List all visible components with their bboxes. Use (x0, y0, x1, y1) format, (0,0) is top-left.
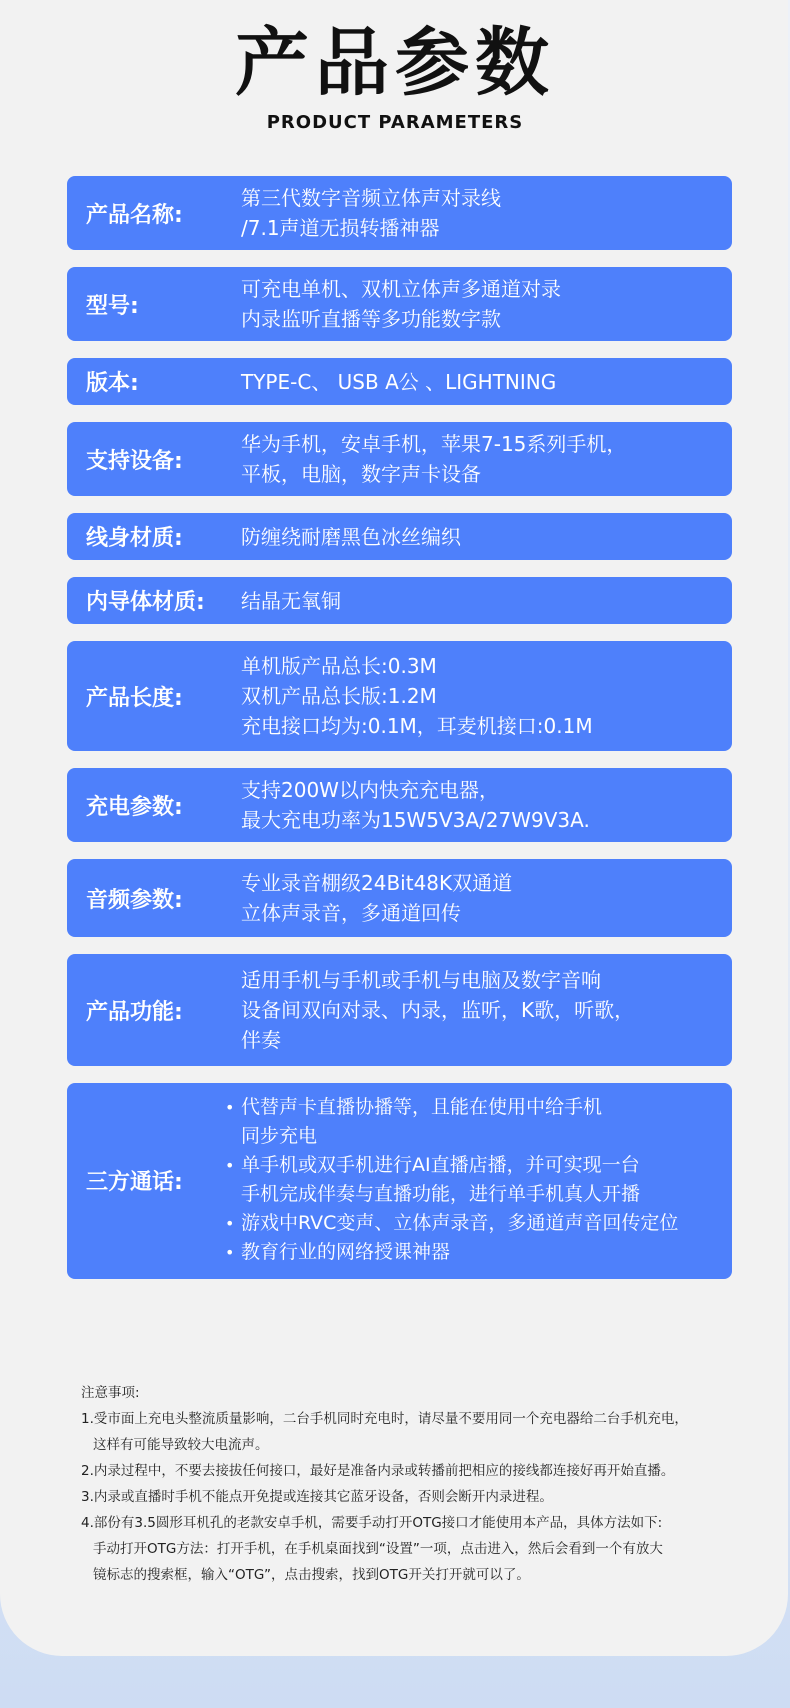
note-line: 2.内录过程中，不要去接拔任何接口，最好是准备内录或转播前把相应的接线都连接好再开始直播。 (81, 1463, 675, 1479)
param-label: 产品长度: (86, 685, 183, 711)
param-value-line: 第三代数字音频立体声对录线 (241, 186, 501, 210)
param-row (67, 267, 732, 341)
param-label: 型号: (86, 293, 139, 319)
bullet-dot-icon: • (225, 1243, 235, 1262)
param-value-line: 适用手机与手机或手机与电脑及数字音响 (241, 968, 601, 992)
page-subtitle: PRODUCT PARAMETERS (266, 112, 524, 133)
param-label: 内导体材质: (86, 590, 205, 615)
param-label: 三方通话: (86, 1169, 183, 1195)
param-row (67, 422, 732, 496)
param-value-line: 华为手机，安卓手机，苹果7-15系列手机， (241, 432, 627, 456)
note-line: 这样有可能导致较大电流声。 (93, 1437, 269, 1453)
param-value-line: 充电接口均为:0.1M，耳麦机接口:0.1M (241, 714, 593, 738)
bullet-line: 同步充电 (241, 1125, 318, 1147)
param-label: 产品名称: (86, 202, 183, 228)
param-row (67, 577, 732, 624)
bullet-line: 单手机或双手机进行AI直播店播，并可实现一台 (241, 1154, 640, 1176)
note-line: 手动打开OTG方法：打开手机，在手机桌面找到“设置”一项，点击进入，然后会看到一个有放大 (93, 1541, 663, 1557)
param-row (67, 641, 732, 751)
param-value (241, 651, 732, 741)
bullet-line: 教育行业的网络授课神器 (241, 1241, 451, 1263)
param-value-line: 立体声录音，多通道回传 (241, 901, 461, 925)
bullet-item (225, 1093, 718, 1151)
param-value-line: 可充电单机、双机立体声多通道对录 (241, 277, 561, 301)
param-value (241, 868, 732, 928)
bullet-dot-icon: • (225, 1214, 235, 1233)
param-row-three-way (67, 1083, 732, 1279)
param-value-line: 平板，电脑，数字声卡设备 (241, 462, 481, 486)
param-value-line: 支持200W以内快充充电器， (241, 778, 499, 802)
bullet-dot-icon: • (225, 1156, 235, 1175)
note-line: 3.内录或直播时手机不能点开免提或连接其它蓝牙设备，否则会断开内录进程。 (81, 1489, 553, 1505)
param-value-line: 专业录音棚级24Bit48K双通道 (241, 871, 513, 895)
param-value (241, 522, 732, 552)
param-value (241, 274, 732, 334)
notes-section (81, 1380, 741, 1588)
param-label: 支持设备: (86, 448, 183, 474)
param-row (67, 768, 732, 842)
param-label: 充电参数: (86, 794, 183, 820)
param-value-line: 最大充电功率为15W5V3A/27W9V3A. (241, 808, 590, 832)
parameter-list (67, 176, 732, 1296)
param-row (67, 513, 732, 560)
param-value-line: 双机产品总长版:1.2M (241, 684, 437, 708)
bullet-item (225, 1151, 718, 1209)
param-value (225, 1093, 732, 1267)
param-value-line: 设备间双向对录、内录，监听，K歌，听歌， (241, 998, 635, 1022)
param-value-line: TYPE-C、 USB A公 、LIGHTNING (241, 369, 557, 394)
bullet-line: 手机完成伴奏与直播功能，进行单手机真人开播 (241, 1183, 641, 1205)
param-value-line: 单机版产品总长:0.3M (241, 654, 437, 678)
param-row (67, 954, 732, 1066)
page-title: 产品参数 (235, 20, 555, 106)
param-value (241, 429, 732, 489)
param-value (241, 775, 732, 835)
param-label: 音频参数: (86, 887, 183, 913)
param-row (67, 358, 732, 405)
param-label: 线身材质: (86, 526, 183, 551)
param-label: 版本: (86, 371, 139, 396)
bullet-line: 代替声卡直播协播等，且能在使用中给手机 (241, 1096, 603, 1118)
note-line: 1.受市面上充电头整流质量影响，二台手机同时充电时，请尽量不要用同一个充电器给二台手机充电， (81, 1411, 688, 1427)
param-value-line: /7.1声道无损转播神器 (241, 216, 440, 240)
param-value-line: 结晶无氧铜 (241, 588, 341, 613)
param-value (241, 965, 732, 1055)
param-label: 产品功能: (86, 999, 183, 1025)
bullet-item (225, 1209, 718, 1238)
param-row (67, 859, 732, 937)
param-value (241, 367, 732, 397)
bullet-item (225, 1238, 718, 1267)
bullet-line: 游戏中RVC变声、立体声录音，多通道声音回传定位 (241, 1212, 679, 1234)
note-line: 4.部份有3.5圆形耳机孔的老款安卓手机，需要手动打开OTG接口才能使用本产品，具体方法如下: (81, 1515, 663, 1531)
param-value (241, 586, 732, 616)
notes-title: 注意事项: (81, 1385, 140, 1401)
param-value-line: 伴奏 (241, 1028, 281, 1052)
bullet-list (225, 1093, 718, 1267)
note-line: 镜标志的搜索框，输入“OTG”，点击搜索，找到OTG开关打开就可以了。 (93, 1567, 530, 1583)
notes-body (81, 1406, 741, 1588)
param-value (241, 183, 732, 243)
param-value-line: 内录监听直播等多功能数字款 (241, 307, 501, 331)
param-row (67, 176, 732, 250)
param-value-line: 防缠绕耐磨黑色冰丝编织 (241, 524, 461, 549)
bullet-dot-icon: • (225, 1098, 235, 1117)
